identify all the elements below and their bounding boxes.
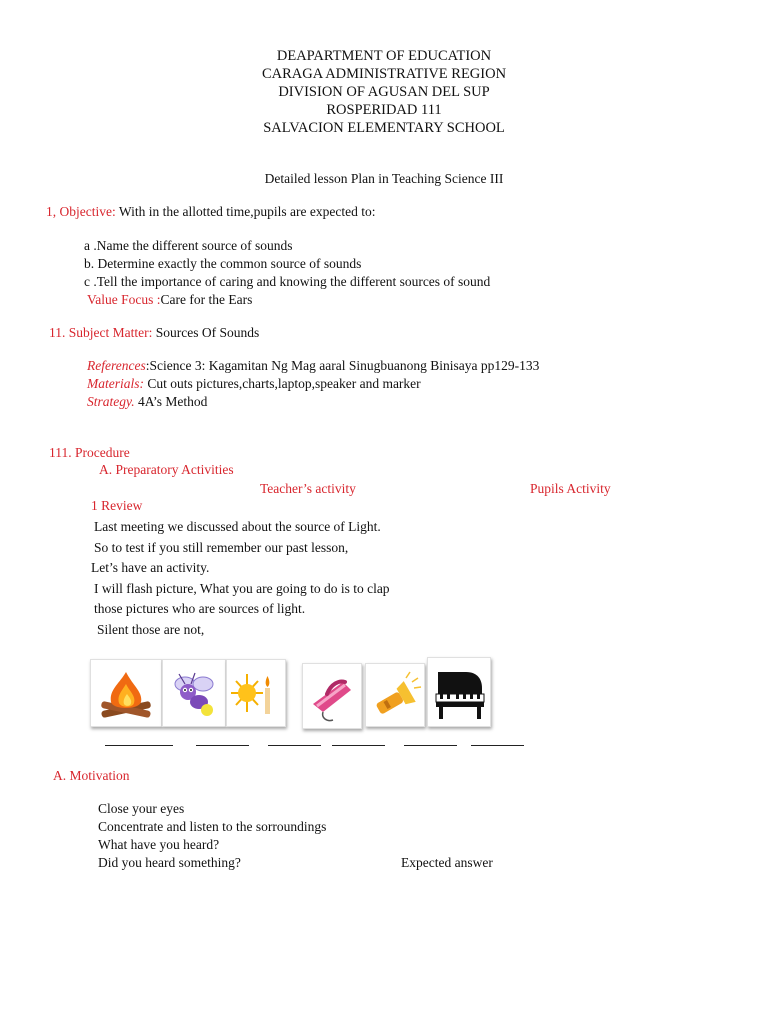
- answer-blank: [471, 745, 524, 746]
- motivation-line: Close your eyes: [98, 801, 185, 816]
- motivation-line: What have you heard?: [98, 837, 220, 852]
- strategy-text: 4A’s Method: [138, 394, 208, 409]
- review-line: those pictures who are sources of light.: [94, 601, 306, 616]
- firefly-icon: [163, 660, 225, 726]
- value-focus-text: Care for the Ears: [160, 292, 253, 307]
- flashlight-icon: [366, 664, 424, 726]
- piano-picture: [427, 657, 491, 727]
- header-line: ROSPERIDAD 111: [326, 102, 442, 118]
- subject-matter-label: 11. Subject Matter:: [49, 325, 153, 340]
- prep-activities-label: A. Preparatory Activities: [99, 462, 234, 477]
- campfire-picture: [90, 659, 162, 727]
- school-header: [0, 47, 768, 137]
- answer-blank: [268, 745, 321, 746]
- campfire-icon: [91, 660, 161, 726]
- pupils-activity-label: Pupils Activity: [530, 481, 611, 496]
- review-line: So to test if you still remember our past lesson,: [94, 540, 349, 555]
- answer-blank: [105, 745, 173, 746]
- review-line: Let’s have an activity.: [91, 560, 210, 575]
- value-focus-label: Value Focus :: [87, 292, 161, 307]
- sun-candle-icon: [227, 660, 285, 726]
- piano-icon: [428, 658, 490, 726]
- review-line: Silent those are not,: [97, 622, 205, 637]
- lesson-title: Detailed lesson Plan in Teaching Science III: [264, 171, 504, 186]
- header-line: SALVACION ELEMENTARY SCHOOL: [263, 120, 505, 136]
- flashlight-picture: [365, 663, 425, 727]
- firefly-picture: [162, 659, 226, 727]
- answer-blank: [196, 745, 249, 746]
- objective-item: c .Tell the importance of caring and knowing the different sources of sound: [84, 274, 491, 289]
- motivation-line: Concentrate and listen to the sorroundings: [98, 819, 327, 834]
- objective-item: a .Name the different source of sounds: [84, 238, 293, 253]
- value-focus: [87, 291, 252, 309]
- objective-text: With in the allotted time,pupils are expected to:: [118, 204, 376, 219]
- strategy-label: Strategy.: [87, 394, 135, 409]
- motivation-label: A. Motivation: [53, 768, 130, 783]
- header-line: DEAPARTMENT OF EDUCATION: [276, 48, 492, 64]
- review-label: 1 Review: [91, 498, 143, 513]
- subject-matter-text: Sources Of Sounds: [155, 325, 260, 340]
- motivation-line: Did you heard something?: [98, 855, 241, 870]
- references: [87, 357, 539, 375]
- header-line: CARAGA ADMINISTRATIVE REGION: [261, 66, 507, 82]
- materials-text: Cut outs pictures,charts,laptop,speaker and marker: [147, 376, 421, 391]
- flat-iron-icon: [303, 664, 361, 728]
- header-line: DIVISION OF AGUSAN DEL SUP: [278, 84, 490, 100]
- expected-answer-label: Expected answer: [401, 855, 493, 870]
- answer-blank: [404, 745, 457, 746]
- objective-label: 1, Objective:: [46, 204, 116, 219]
- review-line: Last meeting we discussed about the source of Light.: [94, 519, 381, 534]
- procedure-label: 111. Procedure: [49, 445, 130, 460]
- answer-blank: [332, 745, 385, 746]
- references-label: References: [87, 358, 146, 373]
- flat-iron-picture: [302, 663, 362, 729]
- subject-matter: [49, 324, 259, 342]
- objective-line: [46, 203, 376, 221]
- materials: [87, 375, 421, 393]
- strategy: [87, 393, 207, 411]
- review-line: I will flash picture, What you are going to do is to clap: [94, 581, 390, 596]
- teacher-activity-label: Teacher’s activity: [260, 481, 356, 496]
- materials-label: Materials:: [87, 376, 144, 391]
- references-text: :Science 3: Kagamitan Ng Mag aaral Sinugbuanong Binisaya pp129-133: [145, 358, 540, 373]
- objective-item: b. Determine exactly the common source of sounds: [84, 256, 362, 271]
- sun-candle-picture: [226, 659, 286, 727]
